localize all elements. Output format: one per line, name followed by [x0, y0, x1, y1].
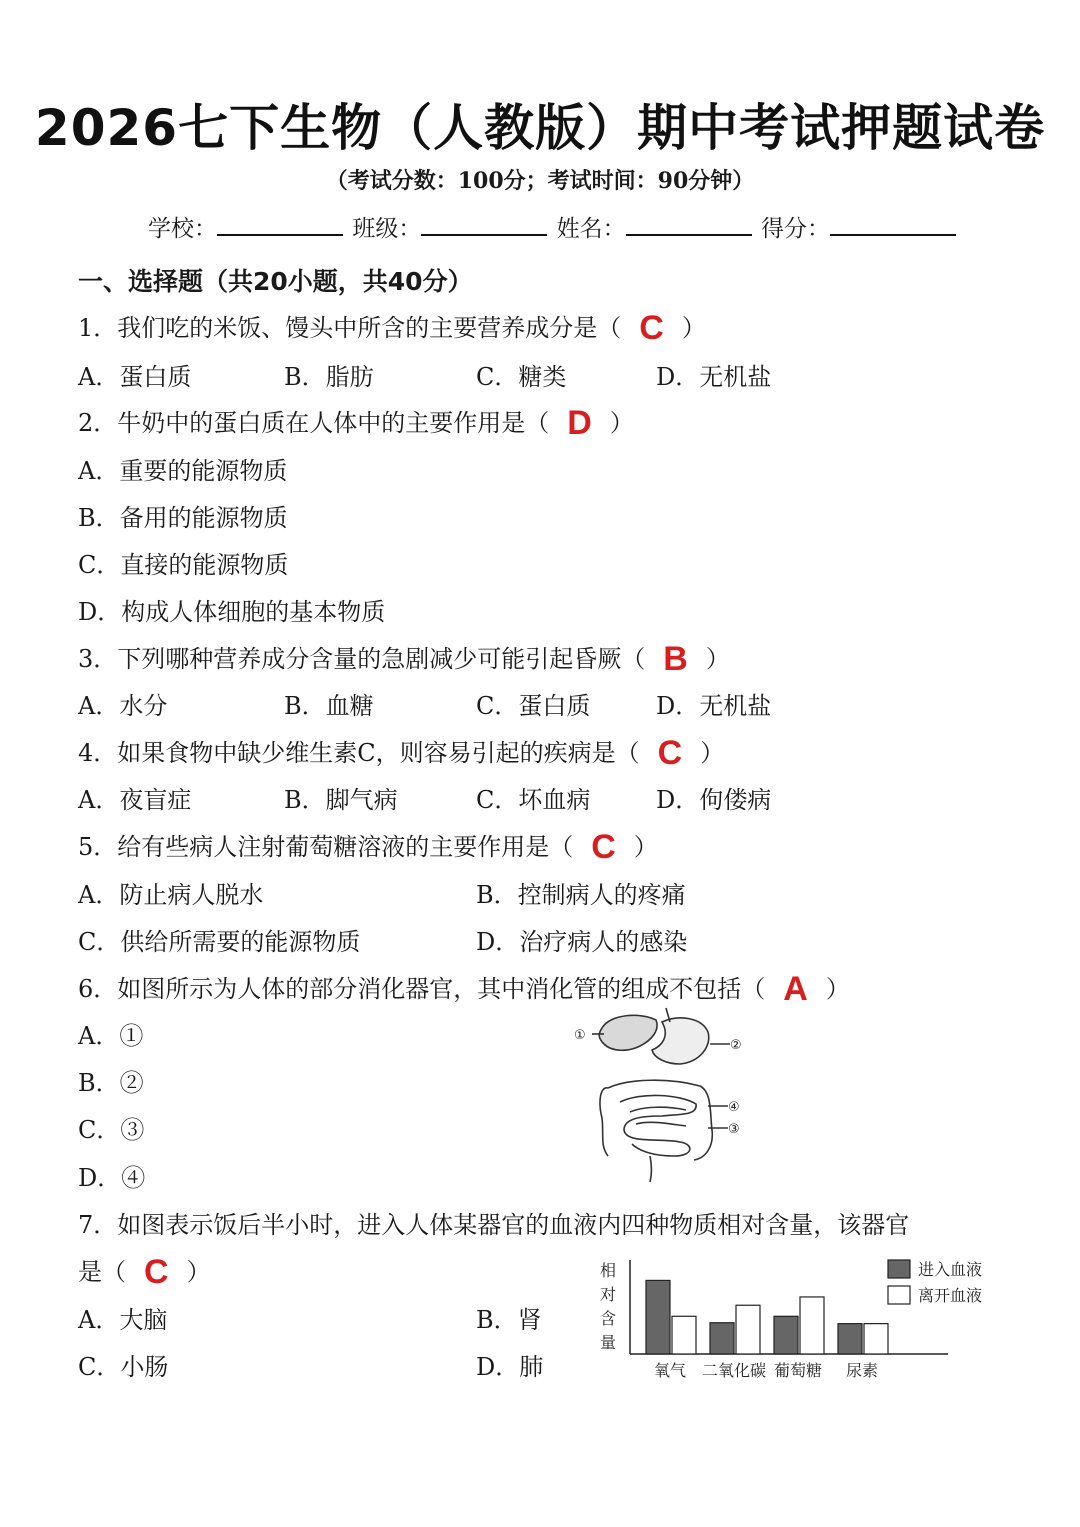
legend-swatch — [888, 1286, 910, 1304]
school-label: 学校： — [148, 216, 217, 242]
option: A．防止病人脱水 — [78, 881, 264, 909]
large-intestine-shape — [600, 1080, 712, 1160]
option: D．治疗病人的感染 — [476, 928, 688, 956]
option: A．蛋白质 — [78, 363, 192, 391]
x-tick-label: 二氧化碳 — [701, 1361, 767, 1380]
question-stem: 4．如果食物中缺少维生素C，则容易引起的疾病是（ — [78, 739, 640, 767]
question-close: ） — [825, 975, 850, 1003]
question-1 — [78, 308, 706, 348]
school-blank[interactable] — [217, 212, 343, 236]
question-7 — [78, 1205, 909, 1240]
liver-shape — [599, 1015, 657, 1050]
option: D．无机盐 — [656, 692, 772, 720]
option: C．糖类 — [476, 363, 567, 391]
question-5 — [78, 827, 658, 867]
class-label: 班级： — [352, 216, 422, 242]
question-stem: 2．牛奶中的蛋白质在人体中的主要作用是（ — [78, 409, 550, 437]
legend-label: 进入血液 — [918, 1260, 983, 1279]
legend-label: 离开血液 — [918, 1286, 983, 1305]
option: B．备用的能源物质 — [78, 504, 288, 532]
name-label: 姓名： — [556, 216, 626, 242]
question-close: ） — [681, 314, 706, 342]
stomach-shape — [652, 1018, 709, 1064]
option: C．直接的能源物质 — [78, 551, 289, 579]
option: B．肾 — [476, 1306, 542, 1334]
answer-mark: C — [639, 309, 664, 347]
option: C．坏血病 — [476, 786, 591, 814]
blood-substance-bar-chart — [596, 1252, 1006, 1390]
digestive-system-diagram — [570, 1006, 750, 1186]
y-axis-label: 相对含量 — [599, 1261, 617, 1352]
option: B．脚气病 — [284, 786, 398, 814]
option: A．① — [78, 1022, 144, 1050]
question-stem: 5．给有些病人注射葡萄糖溶液的主要作用是（ — [78, 833, 574, 861]
answer-mark: C — [657, 734, 683, 772]
answer-mark: C — [591, 828, 616, 866]
option: D．无机盐 — [656, 363, 772, 391]
question-close: ） — [609, 409, 634, 437]
option: B．脂肪 — [284, 363, 374, 391]
question-2 — [78, 403, 634, 443]
option: C．③ — [78, 1116, 145, 1144]
answer-mark: B — [663, 640, 688, 678]
bar-尿素-进入血液 — [838, 1324, 862, 1354]
option: D．构成人体细胞的基本物质 — [78, 598, 386, 626]
question-close: ） — [633, 833, 658, 861]
question-7-cont — [78, 1252, 211, 1292]
diagram-label-3: ③ — [728, 1122, 740, 1137]
question-stem: 3．下列哪种营养成分含量的急剧减少可能引起昏厥（ — [78, 645, 646, 673]
question-stem: 1．我们吃的米饭、馒头中所含的主要营养成分是（ — [78, 314, 622, 342]
option: D．④ — [78, 1164, 146, 1192]
class-blank[interactable] — [421, 212, 547, 236]
option: A．夜盲症 — [78, 786, 192, 814]
option: A．水分 — [78, 692, 168, 720]
option: B．② — [78, 1069, 144, 1097]
option: C．供给所需要的能源物质 — [78, 928, 361, 956]
name-blank[interactable] — [626, 212, 752, 236]
question-stem: 7．如图表示饭后半小时，进入人体某器官的血液内四种物质相对含量，该器官 — [78, 1211, 910, 1239]
exam-subtitle: （考试分数：100分；考试时间：90分钟） — [325, 168, 755, 194]
option: D．佝偻病 — [656, 786, 772, 814]
answer-mark: A — [783, 970, 808, 1008]
question-close: ） — [700, 739, 725, 767]
student-info-line — [148, 210, 958, 243]
option: A．大脑 — [78, 1306, 168, 1334]
question-6 — [78, 969, 850, 1009]
answer-mark: D — [567, 404, 592, 442]
x-tick-label: 氧气 — [653, 1361, 687, 1380]
question-close: ） — [186, 1258, 211, 1286]
option: B．控制病人的疼痛 — [476, 881, 686, 909]
question-stem: 6．如图所示为人体的部分消化器官，其中消化管的组成不包括（ — [78, 975, 766, 1003]
bar-葡萄糖-进入血液 — [774, 1316, 798, 1354]
diagram-label-2: ② — [730, 1038, 742, 1053]
x-tick-label: 葡萄糖 — [773, 1361, 823, 1380]
diagram-label-1: ① — [574, 1028, 586, 1043]
option: C．小肠 — [78, 1353, 169, 1381]
section-title: 一、选择题（共20小题，共40分） — [78, 267, 473, 296]
page-title: 2026七下生物（人教版）期中考试押题试卷 — [34, 99, 1046, 157]
question-stem-2: 是（ — [78, 1258, 126, 1286]
bar-氧气-进入血液 — [646, 1280, 670, 1354]
bar-二氧化碳-离开血液 — [736, 1305, 760, 1354]
option: A．重要的能源物质 — [78, 457, 288, 485]
x-tick-label: 尿素 — [845, 1361, 879, 1380]
bar-二氧化碳-进入血液 — [710, 1323, 734, 1354]
diagram-label-4: ④ — [728, 1100, 740, 1115]
answer-mark: C — [144, 1253, 169, 1291]
question-3 — [78, 639, 730, 679]
bar-氧气-离开血液 — [672, 1316, 696, 1354]
option: B．血糖 — [284, 692, 374, 720]
legend-swatch — [888, 1260, 910, 1278]
question-close: ） — [705, 645, 730, 673]
bar-尿素-离开血液 — [864, 1324, 888, 1354]
question-4 — [78, 733, 724, 773]
option: D．肺 — [476, 1353, 544, 1381]
bar-葡萄糖-离开血液 — [800, 1297, 824, 1354]
option: C．蛋白质 — [476, 692, 591, 720]
score-blank[interactable] — [830, 212, 956, 236]
score-label: 得分： — [760, 216, 830, 242]
chart-ylabel — [600, 1261, 616, 1352]
